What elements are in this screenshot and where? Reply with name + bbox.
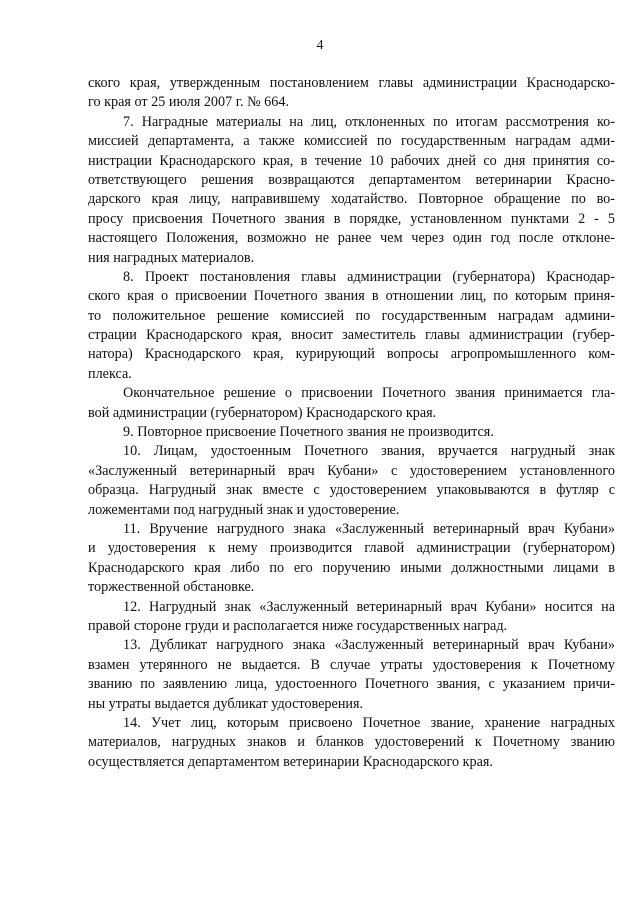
paragraph-first-line: 9. Повторное присвоение Почетного звания не производится.	[123, 424, 494, 441]
document-body	[88, 74, 615, 772]
text-line: ского края, утвержденным постановлением главы администрации Краснодарско-	[88, 75, 615, 91]
paragraph-first-line: 8. Проект постановления главы администрации (губернатора) Краснодар-	[123, 268, 615, 285]
text-line: просу присвоения Почетного звания в порядке, установленном пунктами 2 - 5	[88, 210, 615, 227]
text-line: ния наградных материалов.	[88, 249, 255, 266]
text-line: «Заслуженный ветеринарный врач Кубани» с удостоверением установленного	[88, 462, 615, 479]
text-line: Краснодарского края либо по его поручению иными должностными лицами в	[88, 559, 615, 576]
paragraph-first-line: 7. Наградные материалы на лиц, отклоненных по итогам рассмотрения ко-	[123, 113, 615, 130]
paragraph-first-line: 13. Дубликат нагрудного знака «Заслуженный ветеринарный врач Кубани»	[123, 637, 615, 654]
text-line: настоящего Положения, возможно не ранее чем через один год после отклоне-	[88, 230, 615, 247]
paragraph-first-line: Окончательное решение о присвоении Почетного звания принимается гла-	[123, 385, 615, 402]
paragraph-first-line: 14. Учет лиц, которым присвоено Почетное звание, хранение наградных	[123, 714, 615, 731]
text-line: торжественной обстановке.	[88, 579, 255, 596]
text-line: образца. Нагрудный знак вместе с удостоверением упаковываются в футляр с	[88, 482, 615, 499]
text-line: миссией департамента, а также комиссией по государственным наградам адми-	[88, 133, 615, 150]
paragraph-first-line: 11. Вручение нагрудного знака «Заслуженный ветеринарный врач Кубани»	[123, 520, 615, 537]
text-line: осуществляется департаментом ветеринарии Краснодарского края.	[88, 753, 493, 770]
text-line: ны утраты выдается дубликат удостоверения.	[88, 695, 364, 712]
text-line: ответствующего решения возвращаются департаментом ветеринарии Красно-	[88, 171, 615, 188]
text-line: плекса.	[88, 365, 132, 382]
paragraph-first-line: 12. Нагрудный знак «Заслуженный ветеринарный врач Кубани» носится на	[123, 598, 615, 615]
text-line: натора) Краснодарского края, курирующий вопросы агропромышленного ком-	[88, 346, 615, 363]
text-line: то положительное решение комиссией по государственным наградам админи-	[88, 307, 615, 324]
text-line: страции Краснодарского края, вносит заместитель главы администрации (губер-	[88, 327, 615, 344]
paragraph-first-line: 10. Лицам, удостоенным Почетного звания, вручается нагрудный знак	[123, 443, 615, 460]
text-line: нистрации Краснодарского края, в течение 10 рабочих дней со дня принятия со-	[88, 152, 615, 169]
text-line: правой стороне груди и располагается ниже государственных наград.	[88, 617, 508, 634]
text-line: ложементами под нагрудный знак и удостоверение.	[88, 501, 400, 518]
text-line: званию по заявлению лица, удостоенного Почетного звания, с указанием причи-	[88, 676, 615, 693]
text-line: го края от 25 июля 2007 г. № 664.	[88, 94, 289, 111]
page-number: 4	[316, 38, 324, 53]
text-line: и удостоверения к нему производится главой администрации (губернатором)	[88, 540, 615, 557]
text-line: материалов, нагрудных знаков и бланков удостоверений к Почетному званию	[88, 734, 615, 751]
text-line: взамен утерянного не выдается. В случае утраты удостоверения к Почетному	[88, 656, 615, 673]
text-line: дарского края лицу, направившему ходатайство. Повторное обращение по во-	[88, 191, 615, 208]
text-line: вой администрации (губернатором) Краснодарского края.	[88, 404, 437, 421]
text-line: ского края о присвоении Почетного звания в отношении лиц, по которым приня-	[88, 288, 615, 305]
